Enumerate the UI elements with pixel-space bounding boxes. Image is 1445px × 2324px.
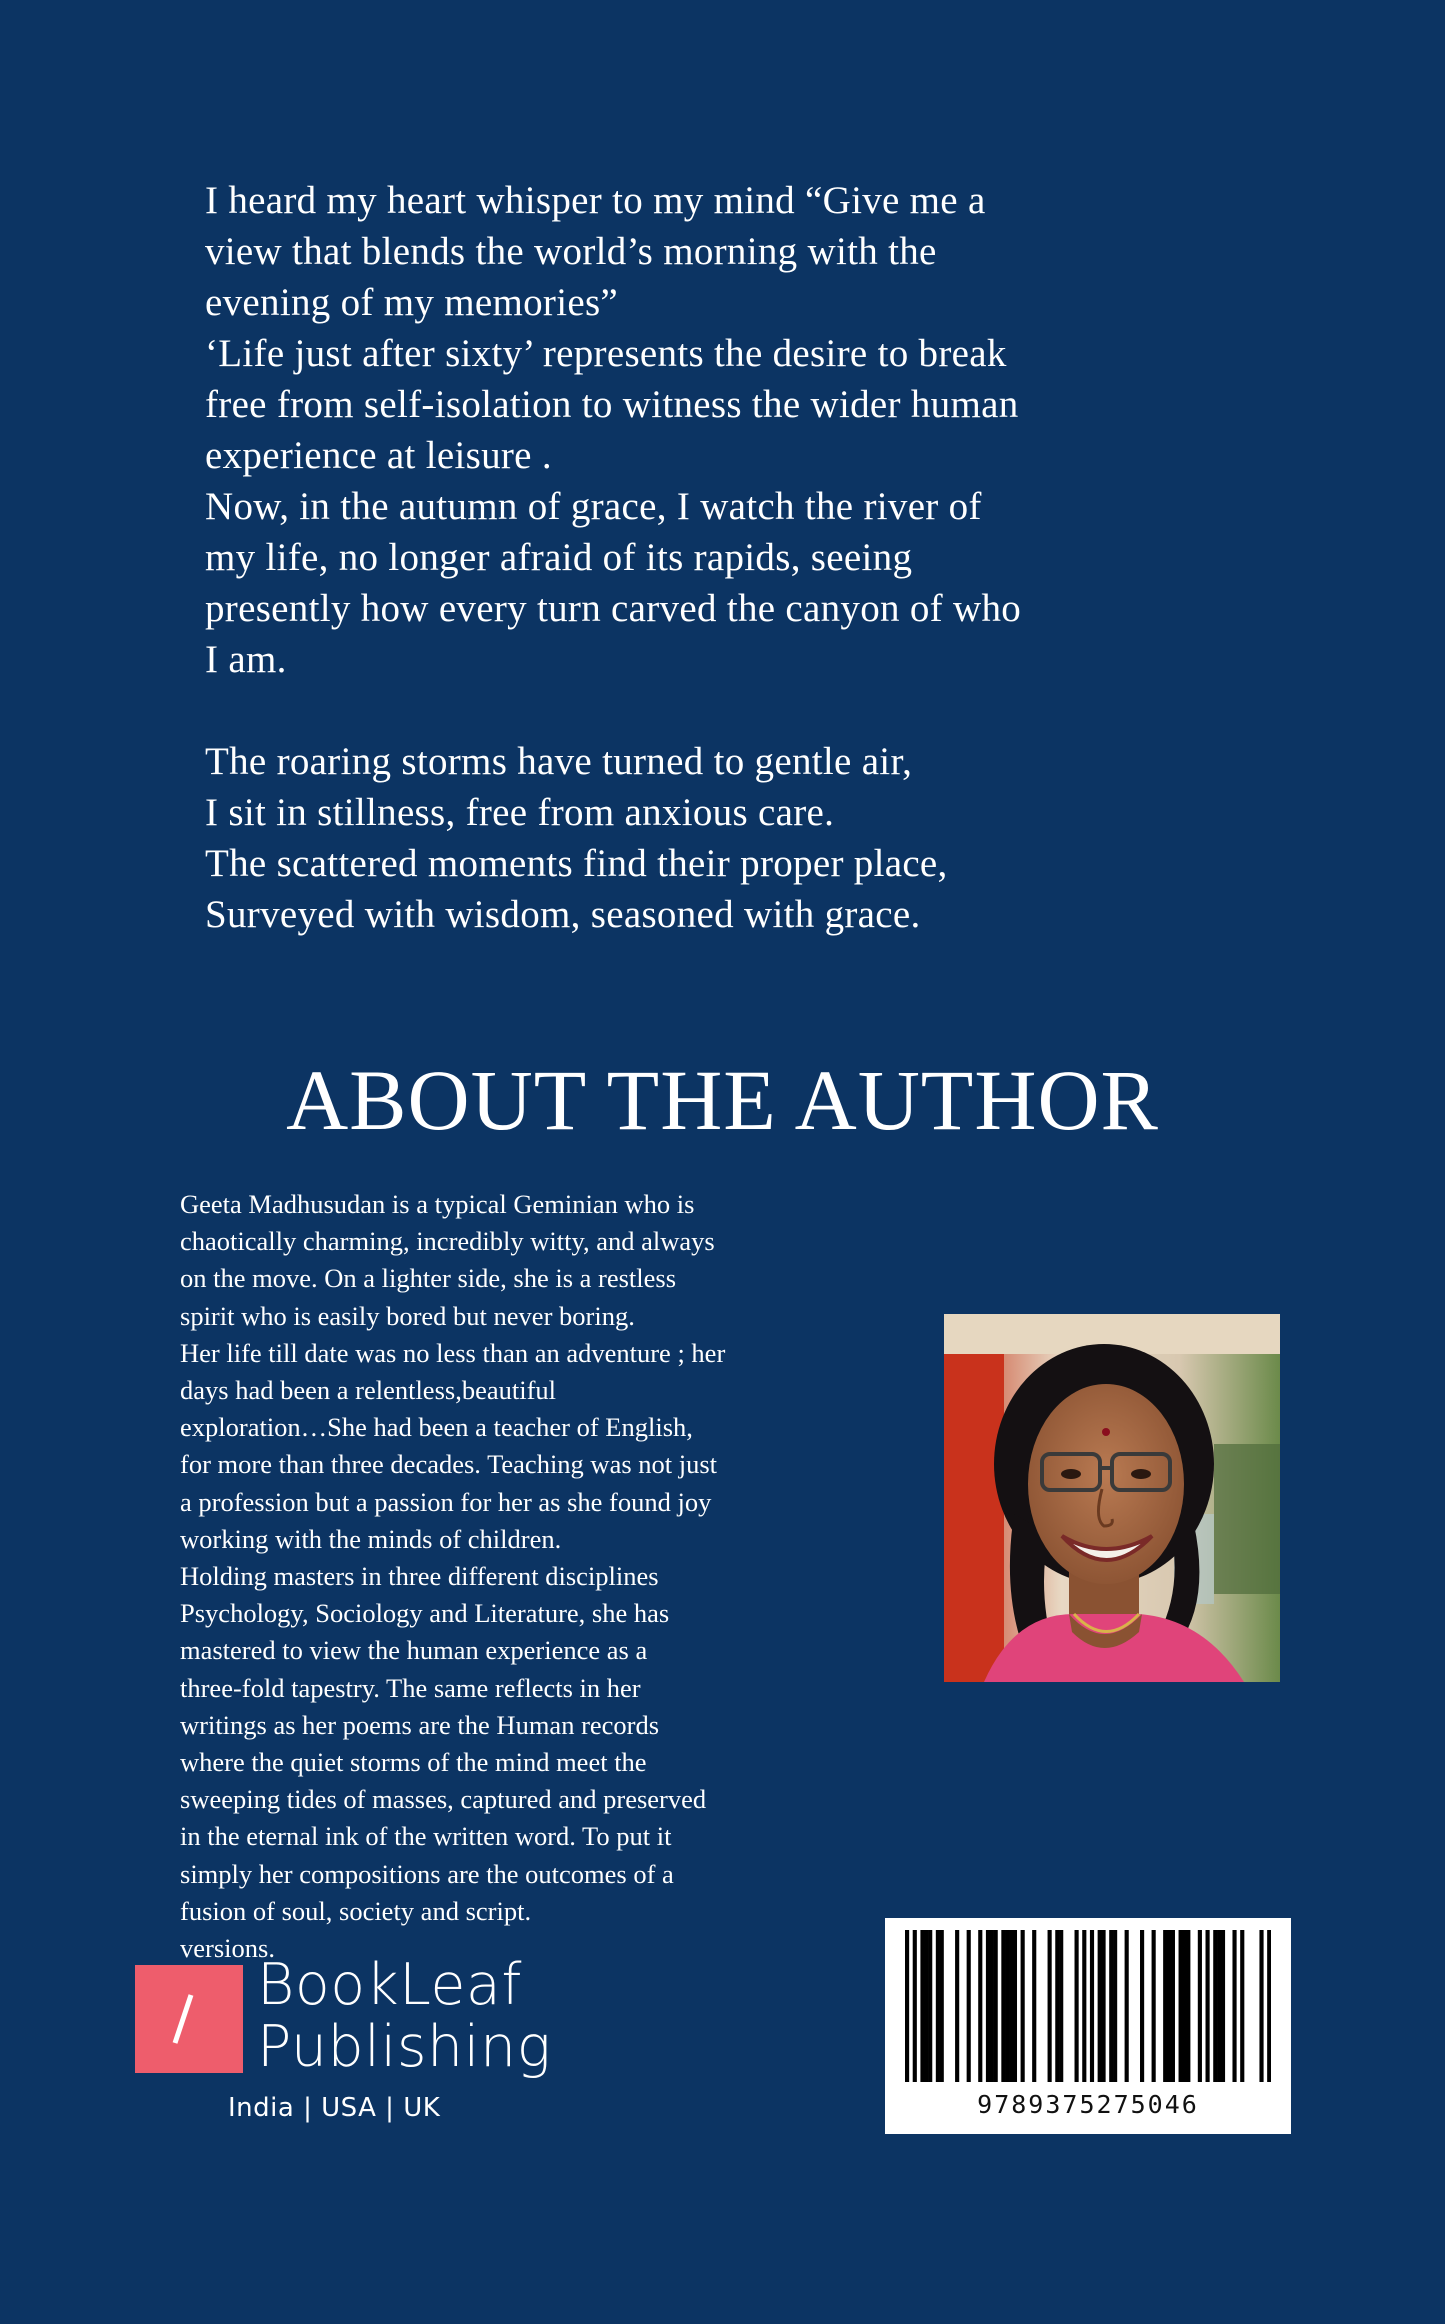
barcode-icon: [905, 1930, 1271, 2082]
author-bio: Geeta Madhusudan is a typical Geminian who is chaotically charming, incredibly witty, and always on the move. On a lighter side, she is a restless spirit who is easily bored but never boring. Her life till date was no less than an adventure ; her days had been a relentless,beautiful exploration…She had been a teacher of English, for more than three decades. Teaching was not just a profession but a passion for her as she found joy working with the minds of children. Holding masters in three different disciplines Psychology, Sociology and Literature, she has mastered to view the human experience as a three-fold tapestry. The same reflects in her writings as her poems are the Human records where the quiet storms of the mind meet the sweeping tides of masses, captured and preserved in the eternal ink of the written word. To put it simply her compositions are the outcomes of a fusion of soul, society and script. versions.: [180, 1189, 726, 1964]
barcode-bar: [940, 1930, 944, 2082]
publisher-slash-icon: [135, 1965, 243, 2073]
barcode-bar: [1259, 1930, 1263, 2082]
barcode-bar: [1186, 1930, 1190, 2082]
barcode-bar: [1171, 1930, 1175, 2082]
barcode-bar: [1152, 1930, 1156, 2082]
back-cover-blurb: [205, 175, 1225, 940]
barcode-bar: [994, 1930, 998, 2082]
barcode-bar: [986, 1930, 990, 2082]
barcode-bar: [1001, 1930, 1005, 2082]
barcode-bar: [1232, 1930, 1236, 2082]
barcode-bar: [924, 1930, 928, 2082]
barcode-bar: [1182, 1930, 1186, 2082]
barcode-bar: [1198, 1930, 1202, 2082]
barcode-bar: [1113, 1930, 1117, 2082]
barcode-bar: [1075, 1930, 1079, 2082]
barcode-bar: [936, 1930, 940, 2082]
isbn-number: 9789375275046: [977, 2090, 1199, 2119]
barcode-bar: [1048, 1930, 1052, 2082]
barcode-bar: [967, 1930, 971, 2082]
about-author-heading: ABOUT THE AUTHOR: [286, 1052, 1159, 1148]
barcode-bar: [1179, 1930, 1183, 2082]
barcode-bar: [1140, 1930, 1144, 2082]
barcode-bar: [1032, 1930, 1036, 2082]
publisher-logo: [135, 1952, 555, 2092]
barcode-bar: [1055, 1930, 1059, 2082]
barcode-bar: [1009, 1930, 1013, 2082]
author-photo: [944, 1314, 1280, 1682]
barcode-bar: [1090, 1930, 1094, 2082]
barcode-bar: [1059, 1930, 1063, 2082]
barcode-bar: [978, 1930, 982, 2082]
barcode-bar: [1082, 1930, 1086, 2082]
barcode-bar: [1021, 1930, 1025, 2082]
barcode-bar: [1098, 1930, 1102, 2082]
barcode-bar: [955, 1930, 959, 2082]
barcode-bar: [1163, 1930, 1167, 2082]
barcode-bar: [1213, 1930, 1217, 2082]
blurb-paragraph: I heard my heart whisper to my mind “Give me a view that blends the world’s morning with the evening of my memories” ‘Life just after sixty’ represents the desire to break free from self-isolation to witness the wider human experience at leisure . Now, in the autumn of grace, I watch the river of my life, no longer afraid of its rapids, seeing presently how every turn carved the canyon of who I am.: [205, 179, 1022, 681]
barcode-bar: [1221, 1930, 1225, 2082]
barcode-bar: [990, 1930, 994, 2082]
barcode-bar: [1217, 1930, 1221, 2082]
publisher-name: BookLeaf Publishing: [257, 1952, 552, 2080]
barcode-bar: [1005, 1930, 1009, 2082]
barcode-bar: [1109, 1930, 1113, 2082]
paragraph-spacer: [205, 685, 1225, 736]
author-portrait-icon: [944, 1314, 1280, 1682]
isbn-barcode: [885, 1918, 1291, 2134]
barcode-bar: [920, 1930, 924, 2082]
barcode-bar: [913, 1930, 917, 2082]
barcode-bar: [928, 1930, 932, 2082]
barcode-bar: [1013, 1930, 1017, 2082]
barcode-bar: [1267, 1930, 1271, 2082]
barcode-bar: [1240, 1930, 1244, 2082]
barcode-bar: [1206, 1930, 1210, 2082]
blurb-poem: The roaring storms have turned to gentle air, I sit in stillness, free from anxious care. The scattered moments find their proper place, Surveyed with wisdom, seasoned with grace.: [205, 740, 948, 936]
barcode-bar: [1167, 1930, 1171, 2082]
barcode-bar: [1101, 1930, 1105, 2082]
barcode-bar: [905, 1930, 909, 2082]
publisher-regions: India | USA | UK: [228, 2093, 441, 2123]
barcode-bar: [1125, 1930, 1129, 2082]
